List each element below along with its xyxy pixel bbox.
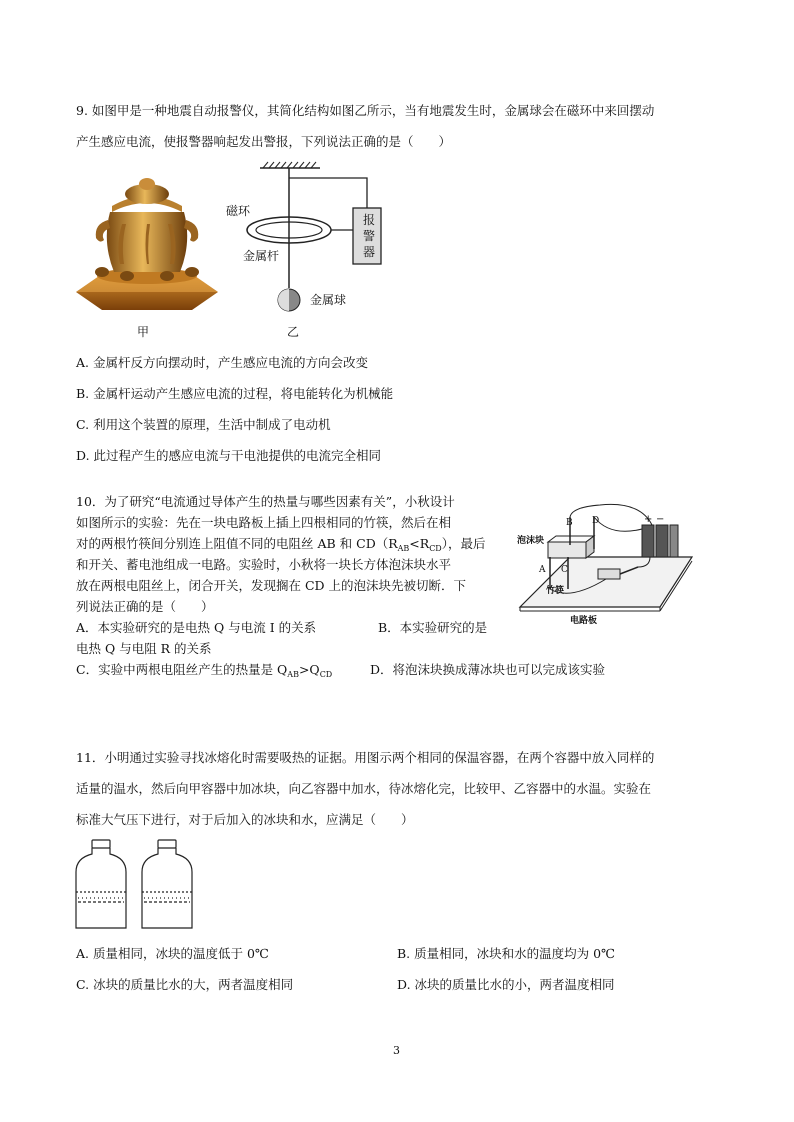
fig-label-d: D	[592, 516, 600, 526]
insulated-containers-figure	[72, 838, 202, 934]
label-alarm-2: 警	[363, 229, 376, 243]
label-alarm-3: 器	[363, 245, 376, 259]
fig-label-b: B	[566, 518, 573, 528]
q10-stem-line2: 如图所示的实验：先在一块电路板上插上四根相同的竹筷，然后在相	[76, 515, 452, 530]
q10-stem-line6: 列说法正确的是（ ）	[76, 599, 214, 614]
q11-option-d: D. 冰块的质量比水的小，两者温度相同	[397, 977, 615, 992]
fig-label-board: 电路板	[570, 616, 598, 626]
q11-stem-line2: 适量的温水，然后向甲容器中加冰块，向乙容器中加水，待冰熔化完，比较甲、乙容器中的水温。实验在	[76, 781, 652, 796]
q11-option-c: C. 冰块的质量比水的大，两者温度相同	[76, 977, 294, 992]
q9-option-c: C. 利用这个装置的原理，生活中制成了电动机	[76, 417, 331, 432]
label-metal-ball: 金属球	[310, 293, 347, 307]
q10-stem-line1: 10．为了研究“电流通过导体产生的热量与哪些因素有关”，小秋设计	[76, 494, 455, 509]
q11-stem-line1: 11．小明通过实验寻找冰熔化时需要吸热的证据。用图示两个相同的保温容器，在两个容器中放入同样的	[76, 750, 655, 765]
label-alarm-1: 报	[363, 213, 376, 227]
q10-stem-line5: 放在两根电阻丝上，闭合开关，发现搁在 CD 上的泡沫块先被切断．下	[76, 578, 467, 593]
fig-label-plus: +	[644, 514, 653, 525]
fig-jia-caption: 甲	[137, 325, 150, 339]
q9-option-d: D. 此过程产生的感应电流与干电池提供的电流完全相同	[76, 448, 382, 463]
q11-option-a: A. 质量相同，冰块的温度低于 0℃	[76, 946, 269, 961]
q10-option-a: A．本实验研究的是电热 Q 与电流 I 的关系	[76, 620, 317, 635]
circuit-board-figure	[510, 497, 695, 627]
seismograph-image	[72, 172, 222, 317]
fig-label-chopstick: 竹筷	[546, 586, 565, 596]
q10-option-d: D．将泡沫块换成薄冰块也可以完成该实验	[370, 662, 606, 677]
fig-label-foam: 泡沫块	[517, 536, 545, 546]
q10-stem-line3: 对的两根竹筷间分别连上阻值不同的电阻丝 AB 和 $CD(R_{AB}<R_{CD})$，最后	[76, 536, 486, 553]
fig-label-minus: −	[656, 514, 665, 525]
fig-yi-caption: 乙	[287, 325, 300, 339]
q10-option-b-part1: B．本实验研究的是	[378, 620, 488, 635]
q11-option-b: B. 质量相同，冰块和水的温度均为 0℃	[397, 946, 616, 961]
page-number: 3	[393, 1044, 400, 1057]
label-metal-rod: 金属杆	[243, 249, 280, 263]
q10-option-c: C．实验中两根电阻丝产生的热量是 $Q_{AB}>Q_{CD}$	[76, 662, 333, 679]
q9-option-b: B. 金属杆运动产生感应电流的过程，将电能转化为机械能	[76, 386, 394, 401]
label-magnetic-ring: 磁环	[226, 204, 251, 218]
q9-option-a: A. 金属杆反方向摆动时，产生感应电流的方向会改变	[76, 355, 368, 370]
q11-stem-line3: 标准大气压下进行，对于后加入的冰块和水，应满足（ ）	[76, 812, 414, 827]
q9-stem-line1: 9. 如图甲是一种地震自动报警仪，其简化结构如图乙所示，当有地震发生时，金属球会在磁环中来回摆动	[76, 103, 655, 118]
q10-option-b-part2: 电热 Q 与电阻 R 的关系	[76, 641, 212, 656]
fig-label-c: C	[561, 565, 568, 575]
q9-stem-line2: 产生感应电流，使报警器响起发出警报，下列说法正确的是（ ）	[76, 134, 452, 149]
fig-label-a: A	[539, 565, 546, 575]
q10-stem-line4: 和开关、蓄电池组成一电路。实验时，小秋将一块长方体泡沫块水平	[76, 557, 452, 572]
